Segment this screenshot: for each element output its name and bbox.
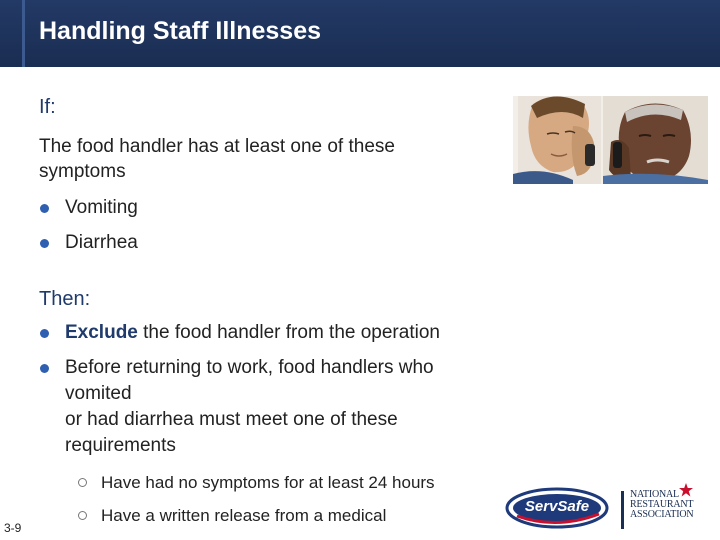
exclude-keyword: Exclude — [65, 322, 138, 343]
exclude-rest: the food handler from the operation — [137, 322, 440, 343]
requirement-item-no-symptoms — [78, 466, 435, 499]
if-heading: If: — [39, 96, 56, 118]
sub-bullet-circle — [78, 478, 87, 487]
ill-staff-photo-graphic — [513, 96, 708, 184]
nra-logo-bar — [621, 491, 624, 529]
requirement-label: Have had no symptoms for at least 24 hours — [101, 473, 435, 492]
exclude-text — [65, 320, 440, 346]
then-heading: Then: — [39, 288, 91, 310]
if-condition-line-2: symptoms — [39, 161, 126, 182]
nra-line-3: ASSOCIATION — [630, 509, 694, 520]
title-accent-line — [22, 0, 25, 67]
nra-line-2: RESTAURANT — [630, 499, 694, 510]
servsafe-logo — [505, 486, 609, 530]
bullet-dot — [40, 239, 49, 248]
servsafe-logo-text: ServSafe — [524, 498, 590, 515]
return-to-work-text — [65, 355, 434, 459]
return-line-3: or had diarrhea must meet one of these — [65, 409, 398, 430]
return-line-2: vomited — [65, 383, 132, 404]
requirement-label: Have a written release from a medical — [101, 506, 387, 525]
nra-line-1: NATIONAL — [630, 489, 679, 500]
slide-title: Handling Staff Illnesses — [39, 17, 322, 45]
exclude-item — [40, 320, 440, 346]
page-number: 3-9 — [4, 521, 22, 535]
if-condition — [39, 134, 395, 184]
nra-star-icon — [679, 483, 693, 497]
symptom-label: Diarrhea — [65, 232, 138, 253]
bullet-dot — [40, 364, 49, 373]
title-bar — [0, 0, 720, 67]
bullet-dot — [40, 204, 49, 213]
sub-bullet-circle — [78, 511, 87, 520]
return-line-4: requirements — [65, 435, 176, 456]
symptom-label: Vomiting — [65, 197, 138, 218]
bullet-dot — [40, 329, 49, 338]
requirement-item-written-release — [78, 499, 386, 532]
ill-staff-photo — [513, 96, 708, 184]
symptom-item-diarrhea — [40, 230, 138, 256]
return-to-work-item — [40, 355, 434, 459]
if-condition-line-1: The food handler has at least one of these — [39, 136, 395, 157]
nra-logo — [621, 489, 711, 529]
symptom-item-vomiting — [40, 195, 138, 221]
return-line-1: Before returning to work, food handlers who — [65, 357, 434, 378]
